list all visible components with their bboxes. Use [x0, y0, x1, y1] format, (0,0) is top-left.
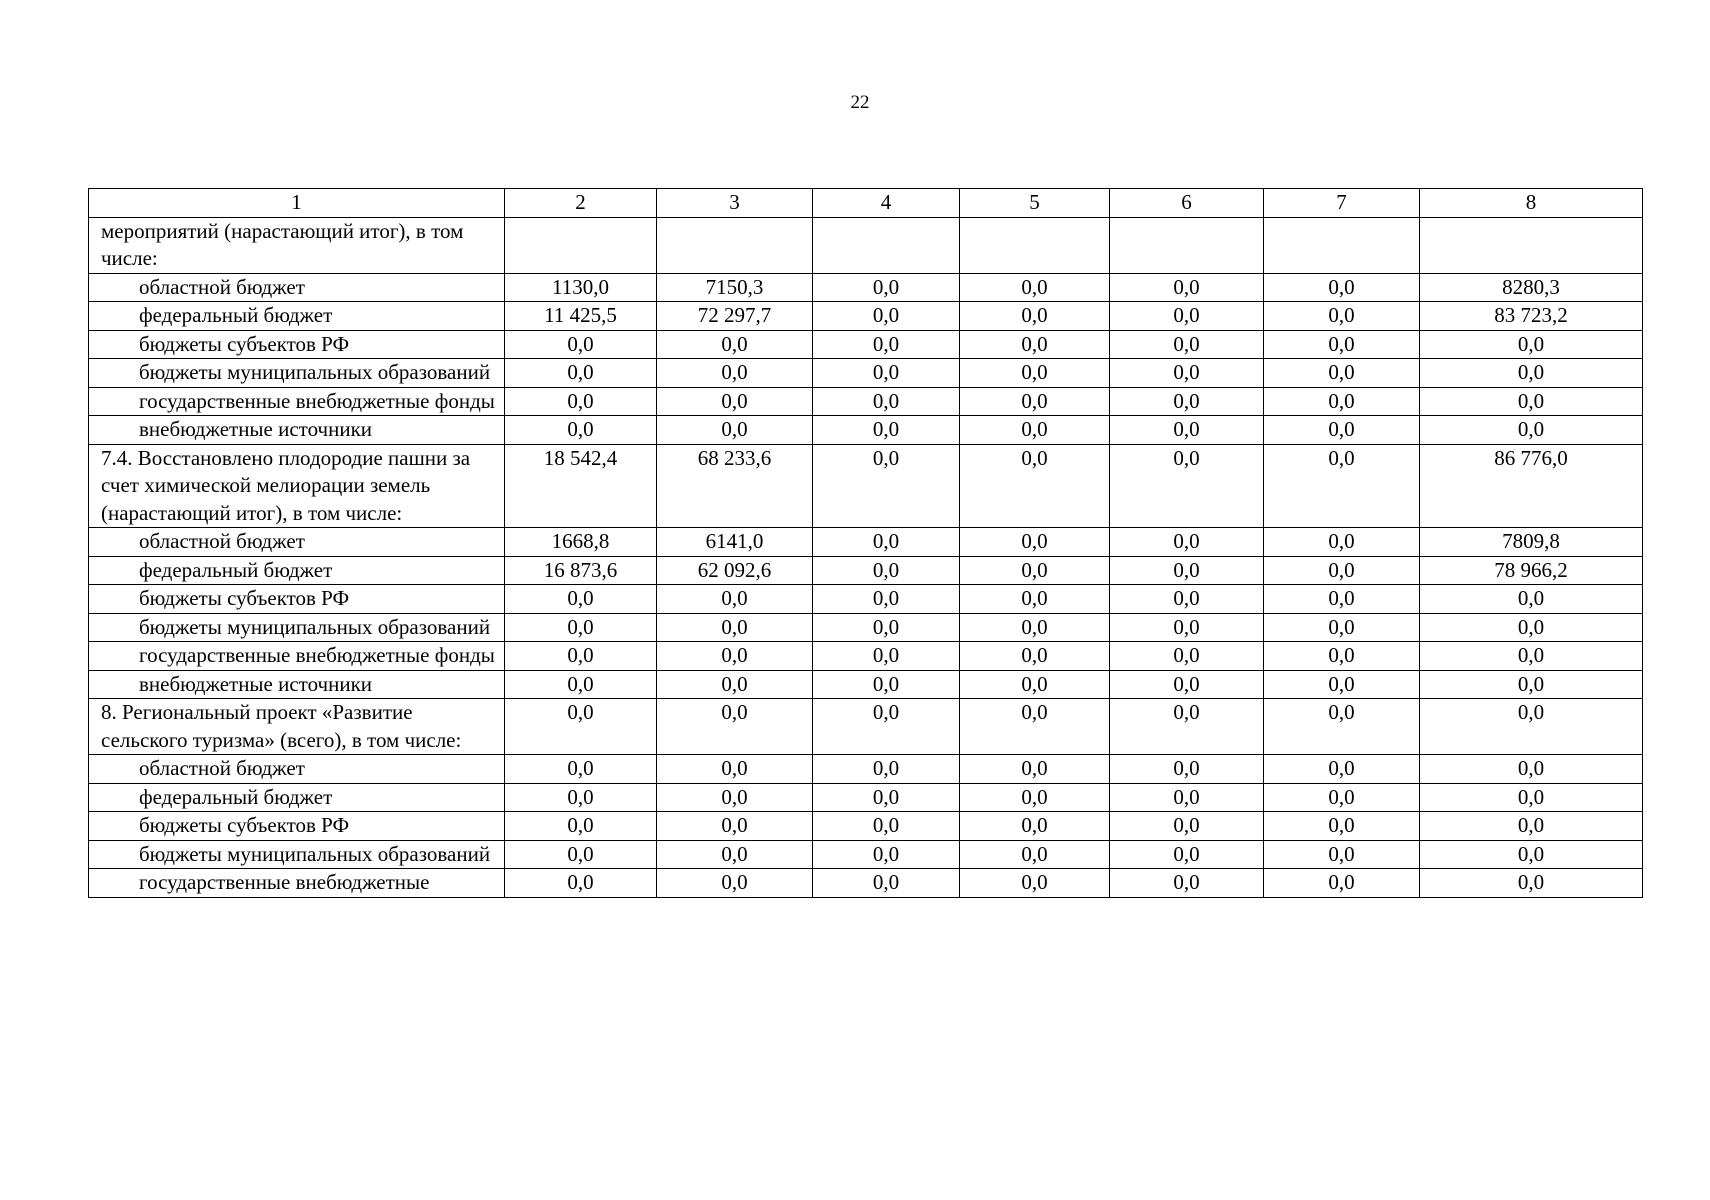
value-cell: 0,0 — [1264, 840, 1420, 869]
value-cell: 0,0 — [1110, 613, 1264, 642]
table-row — [89, 387, 1643, 416]
value-cell: 0,0 — [1110, 444, 1264, 528]
row-label: федеральный бюджет — [89, 783, 505, 812]
value-cell: 0,0 — [813, 273, 960, 302]
value-cell: 0,0 — [1264, 755, 1420, 784]
value-cell: 0,0 — [960, 556, 1110, 585]
value-cell: 0,0 — [813, 330, 960, 359]
value-cell: 0,0 — [1420, 359, 1643, 388]
row-label: бюджеты муниципальных образований — [89, 613, 505, 642]
budget-table — [88, 188, 1643, 898]
value-cell: 0,0 — [1110, 556, 1264, 585]
row-label: бюджеты субъектов РФ — [89, 585, 505, 614]
column-header: 4 — [813, 189, 960, 218]
value-cell: 0,0 — [960, 670, 1110, 699]
value-cell: 0,0 — [813, 840, 960, 869]
value-cell: 0,0 — [1264, 387, 1420, 416]
value-cell: 0,0 — [505, 585, 657, 614]
value-cell: 0,0 — [657, 755, 813, 784]
value-cell: 0,0 — [1420, 613, 1643, 642]
value-cell: 0,0 — [1110, 642, 1264, 671]
value-cell: 0,0 — [1110, 273, 1264, 302]
value-cell: 0,0 — [1264, 330, 1420, 359]
value-cell: 7150,3 — [657, 273, 813, 302]
value-cell — [1264, 217, 1420, 273]
value-cell: 0,0 — [1420, 755, 1643, 784]
value-cell: 1130,0 — [505, 273, 657, 302]
value-cell: 83 723,2 — [1420, 302, 1643, 331]
value-cell: 0,0 — [1264, 783, 1420, 812]
value-cell: 0,0 — [657, 869, 813, 898]
value-cell: 1668,8 — [505, 528, 657, 557]
table-row — [89, 302, 1643, 331]
value-cell: 16 873,6 — [505, 556, 657, 585]
value-cell: 7809,8 — [1420, 528, 1643, 557]
value-cell: 0,0 — [505, 670, 657, 699]
value-cell: 0,0 — [1110, 387, 1264, 416]
row-label: государственные внебюджетные — [89, 869, 505, 898]
value-cell: 0,0 — [960, 273, 1110, 302]
value-cell: 0,0 — [1110, 330, 1264, 359]
value-cell: 6141,0 — [657, 528, 813, 557]
table-row — [89, 869, 1643, 898]
value-cell: 0,0 — [960, 416, 1110, 445]
value-cell: 0,0 — [813, 783, 960, 812]
value-cell: 62 092,6 — [657, 556, 813, 585]
value-cell: 0,0 — [505, 613, 657, 642]
value-cell: 0,0 — [960, 642, 1110, 671]
value-cell: 0,0 — [813, 359, 960, 388]
value-cell: 0,0 — [813, 416, 960, 445]
value-cell: 11 425,5 — [505, 302, 657, 331]
value-cell: 0,0 — [657, 840, 813, 869]
value-cell: 0,0 — [1110, 869, 1264, 898]
table-row — [89, 273, 1643, 302]
value-cell: 0,0 — [960, 387, 1110, 416]
value-cell: 68 233,6 — [657, 444, 813, 528]
value-cell: 0,0 — [1264, 416, 1420, 445]
row-label: областной бюджет — [89, 528, 505, 557]
column-header: 6 — [1110, 189, 1264, 218]
budget-table-body — [89, 189, 1643, 898]
value-cell: 0,0 — [1110, 416, 1264, 445]
value-cell: 0,0 — [505, 783, 657, 812]
value-cell — [813, 217, 960, 273]
value-cell: 0,0 — [1264, 585, 1420, 614]
value-cell: 0,0 — [1420, 585, 1643, 614]
value-cell: 0,0 — [813, 670, 960, 699]
page-number: 22 — [850, 92, 870, 113]
value-cell: 0,0 — [813, 642, 960, 671]
table-row — [89, 670, 1643, 699]
value-cell: 0,0 — [1420, 812, 1643, 841]
value-cell: 0,0 — [960, 359, 1110, 388]
value-cell: 0,0 — [1110, 699, 1264, 755]
value-cell: 0,0 — [1110, 302, 1264, 331]
value-cell: 0,0 — [505, 359, 657, 388]
value-cell: 0,0 — [960, 699, 1110, 755]
value-cell: 8280,3 — [1420, 273, 1643, 302]
value-cell: 0,0 — [1264, 699, 1420, 755]
value-cell: 0,0 — [813, 585, 960, 614]
value-cell: 0,0 — [1110, 585, 1264, 614]
value-cell — [960, 217, 1110, 273]
value-cell: 0,0 — [1420, 670, 1643, 699]
value-cell: 0,0 — [657, 359, 813, 388]
value-cell: 0,0 — [657, 585, 813, 614]
value-cell: 0,0 — [813, 869, 960, 898]
value-cell — [1110, 217, 1264, 273]
value-cell: 0,0 — [960, 444, 1110, 528]
value-cell: 18 542,4 — [505, 444, 657, 528]
value-cell — [1420, 217, 1643, 273]
value-cell: 0,0 — [1264, 273, 1420, 302]
value-cell: 0,0 — [505, 840, 657, 869]
table-row — [89, 699, 1643, 755]
row-label: внебюджетные источники — [89, 670, 505, 699]
value-cell: 0,0 — [813, 444, 960, 528]
value-cell: 0,0 — [657, 783, 813, 812]
row-label: бюджеты муниципальных образований — [89, 840, 505, 869]
column-header: 1 — [89, 189, 505, 218]
value-cell: 0,0 — [1110, 783, 1264, 812]
value-cell: 0,0 — [657, 642, 813, 671]
value-cell: 0,0 — [813, 302, 960, 331]
value-cell: 0,0 — [813, 755, 960, 784]
table-row — [89, 556, 1643, 585]
value-cell: 0,0 — [1264, 613, 1420, 642]
table-row — [89, 755, 1643, 784]
value-cell: 0,0 — [960, 869, 1110, 898]
value-cell: 0,0 — [657, 416, 813, 445]
value-cell: 0,0 — [813, 556, 960, 585]
value-cell: 0,0 — [657, 670, 813, 699]
row-label: федеральный бюджет — [89, 302, 505, 331]
value-cell: 0,0 — [1264, 528, 1420, 557]
row-label: мероприятий (нарастающий итог), в том числе: — [89, 217, 505, 273]
row-label: внебюджетные источники — [89, 416, 505, 445]
value-cell: 0,0 — [1110, 840, 1264, 869]
table-row — [89, 217, 1643, 273]
table-row — [89, 330, 1643, 359]
value-cell: 0,0 — [505, 869, 657, 898]
value-cell: 0,0 — [813, 699, 960, 755]
value-cell: 0,0 — [505, 387, 657, 416]
value-cell: 0,0 — [1420, 840, 1643, 869]
row-label: 8. Региональный проект «Развитие сельского туризма» (всего), в том числе: — [89, 699, 505, 755]
value-cell: 0,0 — [505, 330, 657, 359]
value-cell: 0,0 — [505, 812, 657, 841]
value-cell: 0,0 — [1264, 670, 1420, 699]
row-label: государственные внебюджетные фонды — [89, 642, 505, 671]
table-row — [89, 613, 1643, 642]
value-cell — [657, 217, 813, 273]
row-label: государственные внебюджетные фонды — [89, 387, 505, 416]
value-cell: 0,0 — [505, 416, 657, 445]
value-cell: 0,0 — [1420, 869, 1643, 898]
value-cell: 0,0 — [813, 812, 960, 841]
value-cell: 0,0 — [960, 613, 1110, 642]
value-cell: 0,0 — [1110, 528, 1264, 557]
value-cell: 0,0 — [1110, 755, 1264, 784]
column-header: 5 — [960, 189, 1110, 218]
value-cell: 0,0 — [1264, 444, 1420, 528]
table-row — [89, 359, 1643, 388]
value-cell: 0,0 — [505, 699, 657, 755]
value-cell: 0,0 — [1264, 812, 1420, 841]
value-cell: 0,0 — [1110, 670, 1264, 699]
row-label: федеральный бюджет — [89, 556, 505, 585]
value-cell: 0,0 — [1420, 387, 1643, 416]
value-cell: 0,0 — [1420, 642, 1643, 671]
value-cell: 0,0 — [1420, 783, 1643, 812]
value-cell: 0,0 — [813, 528, 960, 557]
value-cell: 0,0 — [1264, 359, 1420, 388]
value-cell: 0,0 — [1420, 699, 1643, 755]
value-cell: 0,0 — [1110, 812, 1264, 841]
value-cell: 0,0 — [813, 613, 960, 642]
row-label: 7.4. Восстановлено плодородие пашни за счет химической мелиорации земель (нарастающий итог), в том числе: — [89, 444, 505, 528]
table-row — [89, 444, 1643, 528]
value-cell: 0,0 — [960, 812, 1110, 841]
table-row — [89, 783, 1643, 812]
table-row — [89, 812, 1643, 841]
column-header: 3 — [657, 189, 813, 218]
value-cell: 78 966,2 — [1420, 556, 1643, 585]
value-cell: 0,0 — [960, 840, 1110, 869]
value-cell: 0,0 — [657, 812, 813, 841]
value-cell: 0,0 — [505, 755, 657, 784]
value-cell: 0,0 — [960, 302, 1110, 331]
value-cell: 0,0 — [1420, 416, 1643, 445]
value-cell: 0,0 — [1264, 302, 1420, 331]
row-label: бюджеты муниципальных образований — [89, 359, 505, 388]
value-cell: 72 297,7 — [657, 302, 813, 331]
column-header: 8 — [1420, 189, 1643, 218]
column-header: 7 — [1264, 189, 1420, 218]
column-header: 2 — [505, 189, 657, 218]
value-cell: 0,0 — [813, 387, 960, 416]
value-cell: 0,0 — [960, 755, 1110, 784]
value-cell: 0,0 — [1264, 556, 1420, 585]
value-cell: 86 776,0 — [1420, 444, 1643, 528]
table-header-row — [89, 189, 1643, 218]
row-label: бюджеты субъектов РФ — [89, 812, 505, 841]
row-label: областной бюджет — [89, 273, 505, 302]
value-cell: 0,0 — [960, 783, 1110, 812]
row-label: областной бюджет — [89, 755, 505, 784]
value-cell: 0,0 — [657, 387, 813, 416]
value-cell: 0,0 — [1110, 359, 1264, 388]
value-cell: 0,0 — [657, 699, 813, 755]
value-cell: 0,0 — [657, 613, 813, 642]
value-cell: 0,0 — [1420, 330, 1643, 359]
row-label: бюджеты субъектов РФ — [89, 330, 505, 359]
value-cell: 0,0 — [960, 528, 1110, 557]
table-row — [89, 840, 1643, 869]
value-cell: 0,0 — [960, 330, 1110, 359]
value-cell: 0,0 — [505, 642, 657, 671]
value-cell: 0,0 — [960, 585, 1110, 614]
value-cell: 0,0 — [1264, 642, 1420, 671]
value-cell — [505, 217, 657, 273]
value-cell: 0,0 — [657, 330, 813, 359]
table-row — [89, 528, 1643, 557]
table-row — [89, 416, 1643, 445]
value-cell: 0,0 — [1264, 869, 1420, 898]
table-row — [89, 585, 1643, 614]
table-row — [89, 642, 1643, 671]
